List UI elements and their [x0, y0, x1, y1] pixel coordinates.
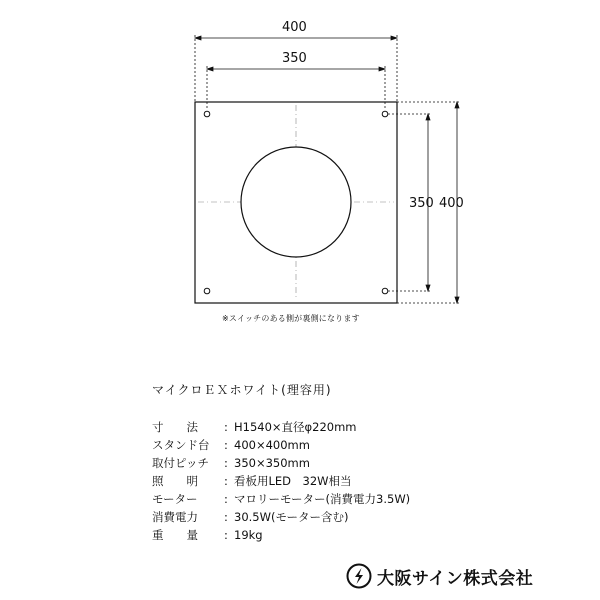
spec-value: 19kg	[234, 528, 263, 542]
hole-pitch-width-label: 350	[282, 51, 307, 66]
outer-width-dimension	[195, 35, 397, 102]
spec-label: スタンド台	[152, 438, 210, 452]
spec-label: 取付ピッチ	[152, 456, 210, 470]
switch-side-note: ※スイッチのある側が裏側になります	[222, 314, 360, 323]
spec-row-stand: スタンド台 : 400×400mm	[152, 438, 310, 452]
spec-label: 重 量	[152, 528, 198, 542]
spec-value: 看板用LED 32W相当	[234, 474, 352, 488]
company-logo	[346, 563, 533, 589]
spec-row-size: 寸 法 : H1540×直径φ220mm	[152, 420, 357, 434]
mounting-hole-bottom-left	[204, 288, 210, 294]
spec-label: 照 明	[152, 474, 198, 488]
spec-row-pitch: 取付ピッチ : 350×350mm	[152, 456, 310, 470]
product-title: マイクロＥＸホワイト(理容用)	[152, 383, 332, 397]
center-opening	[241, 147, 351, 257]
spec-value: 30.5W(モーター含む)	[234, 510, 349, 524]
spec-value: 350×350mm	[234, 456, 310, 470]
spec-row-lighting: 照 明 : 看板用LED 32W相当	[152, 474, 352, 488]
mounting-hole-bottom-right	[382, 288, 388, 294]
outer-height-label: 400	[439, 196, 464, 211]
s-lightning-logo-icon	[346, 563, 372, 589]
outer-width-label: 400	[282, 20, 307, 35]
spec-label: 消費電力	[152, 510, 198, 524]
spec-value: H1540×直径φ220mm	[234, 420, 357, 434]
spec-value: 400×400mm	[234, 438, 310, 452]
spec-row-weight: 重 量 : 19kg	[152, 528, 263, 542]
spec-row-motor: モーター : マロリーモーター(消費電力3.5W)	[152, 492, 411, 506]
spec-label: 寸 法	[152, 420, 198, 434]
spec-row-power: 消費電力 : 30.5W(モーター含む)	[152, 510, 349, 524]
mounting-hole-top-left	[204, 111, 210, 117]
spec-value: マロリーモーター(消費電力3.5W)	[234, 492, 411, 506]
spec-list	[152, 418, 410, 544]
hole-pitch-height-label: 350	[409, 196, 434, 211]
spec-label: モーター	[152, 492, 198, 506]
mounting-hole-top-right	[382, 111, 388, 117]
company-name: 大阪サイン株式会社	[377, 568, 534, 589]
